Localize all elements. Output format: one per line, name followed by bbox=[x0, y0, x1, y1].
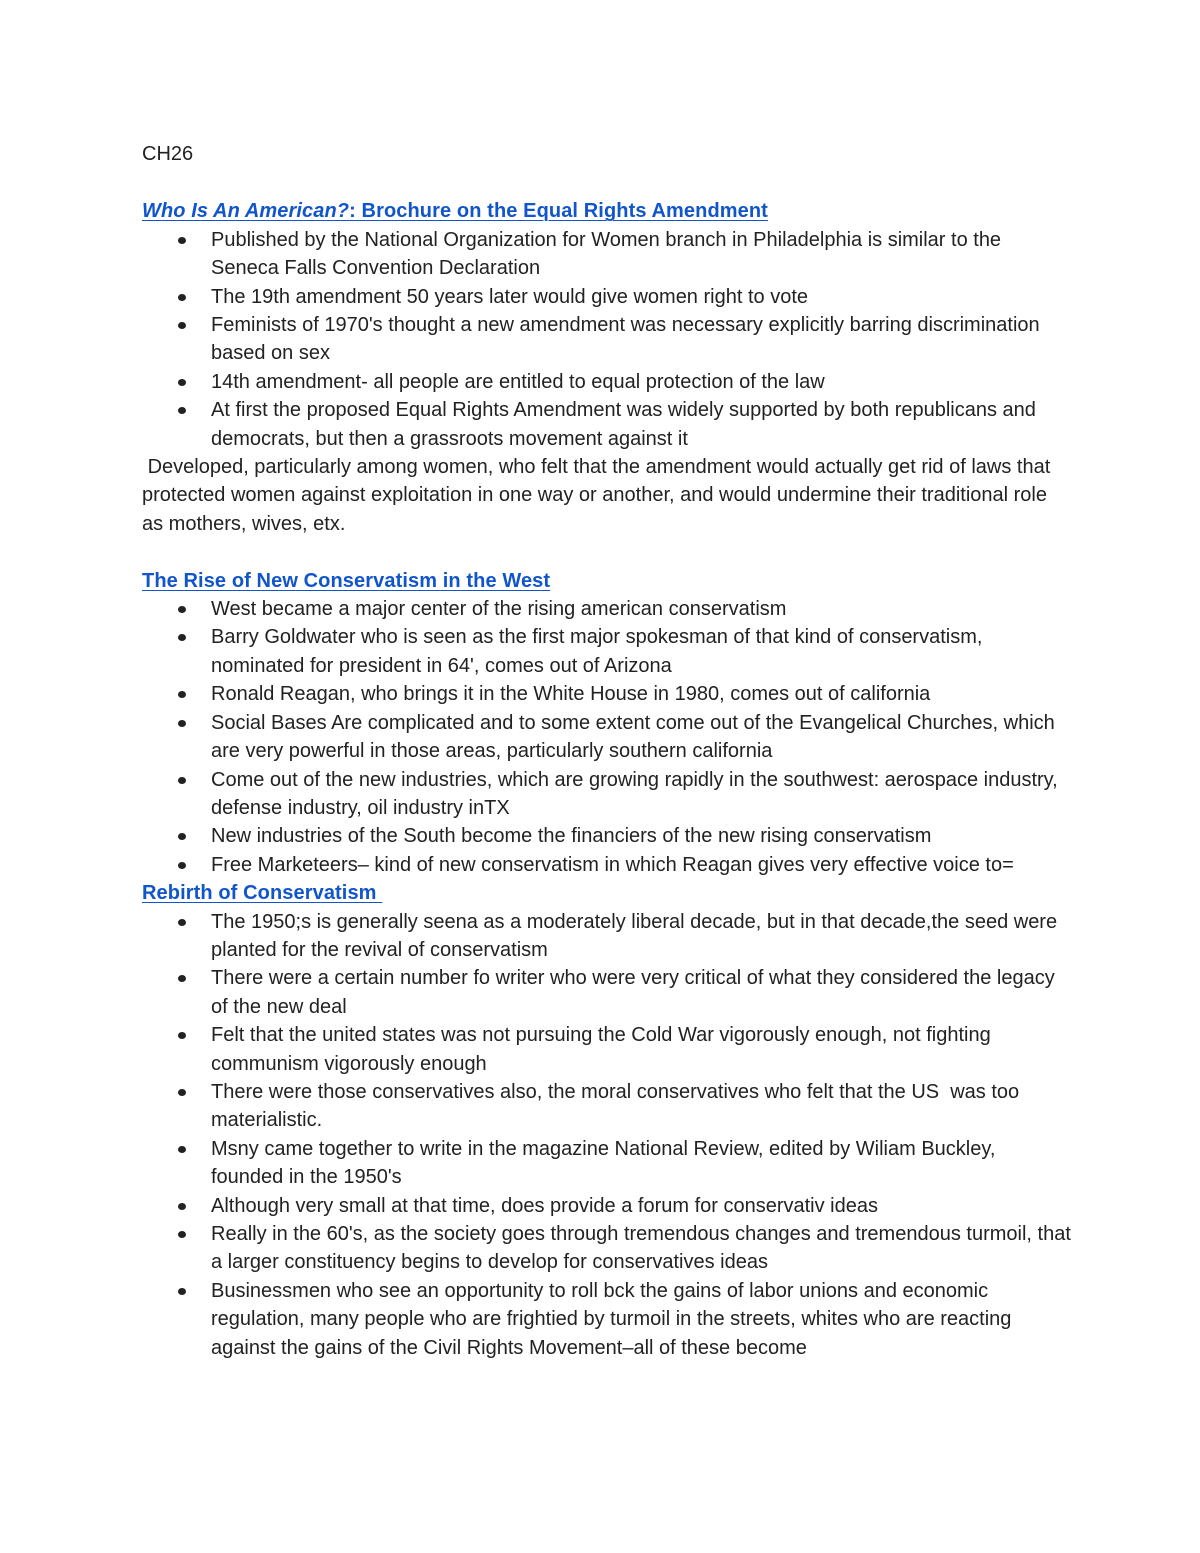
list-item-text: New industries of the South become the financiers of the new rising conservatism bbox=[211, 825, 932, 848]
section-rebirth-of-conservatism bbox=[142, 879, 1072, 1362]
list-item bbox=[142, 709, 1072, 766]
list-item bbox=[142, 226, 1072, 283]
section-era-brochure bbox=[142, 197, 1072, 538]
list-item-text: Free Marketeers– kind of new conservatism in which Reagan gives very effective voice to= bbox=[211, 853, 1014, 876]
list-item bbox=[142, 283, 1072, 311]
bullet-icon bbox=[178, 1288, 186, 1295]
list-item-text: Ronald Reagan, who brings it in the White House in 1980, comes out of california bbox=[211, 683, 931, 706]
list-item bbox=[142, 964, 1072, 1021]
bullet-icon bbox=[178, 407, 186, 414]
list-item-text: West became a major center of the rising american conservatism bbox=[211, 598, 787, 621]
list-item-text: Although very small at that time, does provide a forum for conservativ ideas bbox=[211, 1194, 878, 1217]
bullet-icon bbox=[178, 1203, 186, 1210]
bullet-icon bbox=[178, 237, 186, 244]
bullet-icon bbox=[178, 1231, 186, 1238]
bullet-icon bbox=[178, 1089, 186, 1096]
body-paragraph: Developed, particularly among women, who felt that the amendment would actually get rid of laws that protected women against exploitation in one way or another, and would undermine their traditional role as mothers, wives, etx. bbox=[142, 456, 1056, 535]
section-heading-era-brochure[interactable] bbox=[142, 197, 1072, 225]
list-item-text: There were those conservatives also, the moral conservatives who felt that the US was too materialistic. bbox=[211, 1080, 1025, 1132]
bullet-list bbox=[142, 595, 1072, 879]
bullet-icon bbox=[178, 833, 186, 840]
list-item bbox=[142, 851, 1072, 879]
list-item bbox=[142, 1220, 1072, 1277]
list-item bbox=[142, 908, 1072, 965]
spacer bbox=[142, 538, 1072, 566]
section-heading-rise-of-new-conservatism[interactable]: The Rise of New Conservatism in the West bbox=[142, 569, 551, 592]
bullet-icon bbox=[178, 634, 186, 641]
list-item bbox=[142, 623, 1072, 680]
list-item bbox=[142, 680, 1072, 708]
list-item bbox=[142, 766, 1072, 823]
list-item-text: 14th amendment- all people are entitled to equal protection of the law bbox=[211, 370, 825, 393]
bullet-icon bbox=[178, 1146, 186, 1153]
list-item bbox=[142, 1277, 1072, 1362]
bullet-icon bbox=[178, 294, 186, 301]
list-item-text: Social Bases Are complicated and to some extent come out of the Evangelical Churches, which are very powerful in those areas, particularly southern california bbox=[211, 711, 1055, 763]
list-item bbox=[142, 1078, 1072, 1135]
bullet-icon bbox=[178, 691, 186, 698]
bullet-list bbox=[142, 226, 1072, 453]
list-item bbox=[142, 1135, 1072, 1192]
bullet-icon bbox=[178, 777, 186, 784]
document-title: CH26 bbox=[142, 143, 194, 165]
section-heading-rebirth-of-conservatism[interactable]: Rebirth of Conservatism bbox=[142, 882, 383, 905]
list-item-text: There were a certain number fo writer who were very critical of what they considered the legacy of the new deal bbox=[211, 967, 1055, 1018]
bullet-icon bbox=[178, 862, 186, 869]
list-item-text: The 19th amendment 50 years later would give women right to vote bbox=[211, 285, 808, 308]
bullet-list bbox=[142, 908, 1072, 1363]
list-item-text: The 1950;s is generally seena as a moderately liberal decade, but in that decade,the seed were planted for the revival of conservatism bbox=[211, 910, 1058, 961]
bullet-icon bbox=[178, 975, 186, 982]
list-item-text: Really in the 60's, as the society goes through tremendous changes and tremendous turmoil, that a larger constituency begins to develop for conservatives ideas bbox=[211, 1223, 1071, 1274]
list-item bbox=[142, 1192, 1072, 1220]
heading-rest-part: : Brochure on the Equal Rights Amendment bbox=[349, 200, 768, 223]
list-item bbox=[142, 311, 1072, 368]
bullet-icon bbox=[178, 720, 186, 727]
bullet-icon bbox=[178, 322, 186, 329]
list-item-text: Come out of the new industries, which are growing rapidly in the southwest: aerospace industry, defense industry, oil industry inTX bbox=[211, 768, 1058, 819]
list-item-text: Published by the National Organization for Women branch in Philadelphia is similar to the Seneca Falls Convention Declaration bbox=[211, 228, 1002, 280]
list-item-text: Barry Goldwater who is seen as the first major spokesman of that kind of conservatism, nominated for president in 64', comes out of Arizona bbox=[211, 626, 983, 677]
list-item bbox=[142, 396, 1072, 453]
list-item bbox=[142, 1021, 1072, 1078]
list-item bbox=[142, 368, 1072, 396]
list-item-text: Felt that the united states was not pursuing the Cold War vigorously enough, not fighting communism vigorously enough bbox=[211, 1024, 991, 1075]
document-page bbox=[142, 140, 1072, 1362]
list-item bbox=[142, 822, 1072, 850]
section-rise-of-new-conservatism bbox=[142, 567, 1072, 879]
list-item-text: Feminists of 1970's thought a new amendment was necessary explicitly barring discrimination based on sex bbox=[211, 314, 1040, 365]
bullet-icon bbox=[178, 1032, 186, 1039]
bullet-icon bbox=[178, 379, 186, 386]
list-item-text: At first the proposed Equal Rights Amendment was widely supported by both republicans and democrats, but then a grassroots movement against it bbox=[211, 399, 1036, 450]
list-item-text: Msny came together to write in the magazine National Review, edited by Wiliam Buckley, founded in the 1950's bbox=[211, 1137, 996, 1189]
bullet-icon bbox=[178, 919, 186, 926]
list-item-text: Businessmen who see an opportunity to roll bck the gains of labor unions and economic regulation, many people who are frightied by turmoil in the streets, whites who are reacting against the gains of the Civil Rights Movement–all of these become bbox=[211, 1279, 1012, 1359]
bullet-icon bbox=[178, 606, 186, 613]
list-item bbox=[142, 595, 1072, 623]
heading-italic-part: Who Is An American? bbox=[142, 200, 350, 223]
